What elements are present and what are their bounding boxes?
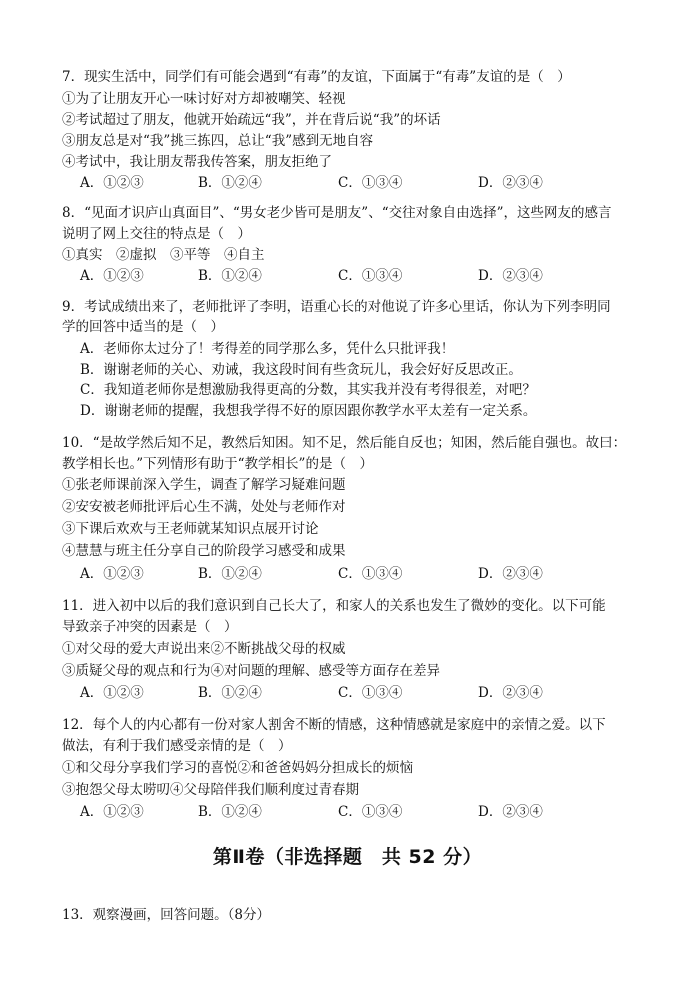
q10-option-b[interactable]: B．①②④ [198, 566, 262, 582]
q9-choice-b[interactable]: B．谢谢老师的关心、劝诫，我这段时间有些贪玩儿，我会好好反思改正。 [80, 362, 522, 378]
q8-stem-line-2: 说明了网上交往的特点是（ ） [62, 226, 251, 242]
q9-choice-a[interactable]: A．老师你太过分了！考得差的同学那么多，凭什么只批评我！ [80, 341, 455, 357]
q7-option-c[interactable]: C．①③④ [338, 175, 403, 191]
q7-item-4: ④考试中，我让朋友帮我传答案，朋友拒绝了 [62, 154, 332, 170]
q12-option-d[interactable]: D．②③④ [478, 804, 543, 820]
q9-stem-line-2: 学的回答中适当的是（ ） [62, 319, 224, 335]
section-2-title: 第Ⅱ卷（非选择题 共 52 分） [212, 846, 483, 868]
q9-choice-d[interactable]: D．谢谢老师的提醒，我想我学得不好的原因跟你教学水平太差有一定关系。 [80, 403, 537, 419]
q10-option-c[interactable]: C．①③④ [338, 566, 403, 582]
q10-item-4: ④慧慧与班主任分享自己的阶段学习感受和成果 [62, 543, 346, 559]
q10-option-d[interactable]: D．②③④ [478, 566, 543, 582]
q7-option-b[interactable]: B．①②④ [198, 175, 262, 191]
q12-stem-line-1: 12．每个人的内心都有一份对家人割舍不断的情感，这种情感就是家庭中的亲情之爱。以下 [62, 717, 606, 733]
q9-stem-line-1: 9．考试成绩出来了，老师批评了李明，语重心长的对他说了许多心里话，你认为下列李明同 [62, 299, 611, 315]
q7-option-a[interactable]: A．①②③ [80, 175, 144, 191]
q8-option-b[interactable]: B．①②④ [198, 268, 262, 284]
q7-item-3: ③朋友总是对“我”挑三拣四，总让“我”感到无地自容 [62, 133, 374, 149]
q11-stem-line-2: 导致亲子冲突的因素是（ ） [62, 619, 238, 635]
q10-option-a[interactable]: A．①②③ [80, 566, 144, 582]
q12-option-c[interactable]: C．①③④ [338, 804, 403, 820]
q7-stem: 7．现实生活中，同学们有可能会遇到“有毒”的友谊，下面属于“有毒”友谊的是（ ） [62, 69, 571, 85]
q10-stem-line-1: 10．“是故学然后知不足，教然后知困。知不足，然后能自反也；知困，然后能自强也。故曰： [62, 435, 627, 451]
q13-stem: 13．观察漫画，回答问题。（8分） [62, 907, 271, 923]
q11-item-2: ③质疑父母的观点和行为④对问题的理解、感受等方面存在差异 [62, 663, 440, 679]
q10-item-1: ①张老师课前深入学生，调查了解学习疑难问题 [62, 477, 346, 493]
q11-option-a[interactable]: A．①②③ [80, 685, 144, 701]
q8-option-a[interactable]: A．①②③ [80, 268, 144, 284]
q12-item-2: ③抱怨父母太唠叨④父母陪伴我们顺利度过青春期 [62, 782, 359, 798]
q7-item-1: ①为了让朋友开心一味讨好对方却被嘲笑、轻视 [62, 91, 346, 107]
q11-option-d[interactable]: D．②③④ [478, 685, 543, 701]
q10-stem-line-2: 教学相长也。”下列情形有助于“教学相长”的是（ ） [62, 456, 373, 472]
q8-item-1: ①真实 ②虚拟 ③平等 ④自主 [62, 247, 265, 263]
q8-option-c[interactable]: C．①③④ [338, 268, 403, 284]
q12-item-1: ①和父母分享我们学习的喜悦②和爸爸妈妈分担成长的烦恼 [62, 760, 413, 776]
q11-option-b[interactable]: B．①②④ [198, 685, 262, 701]
q10-item-3: ③下课后欢欢与王老师就某知识点展开讨论 [62, 521, 319, 537]
q10-item-2: ②安安被老师批评后心生不满，处处与老师作对 [62, 499, 346, 515]
q7-item-2: ②考试超过了朋友，他就开始疏远“我”，并在背后说“我”的坏话 [62, 112, 441, 128]
q11-item-1: ①对父母的爱大声说出来②不断挑战父母的权威 [62, 641, 346, 657]
q12-stem-line-2: 做法，有利于我们感受亲情的是（ ） [62, 738, 292, 754]
q12-option-a[interactable]: A．①②③ [80, 804, 144, 820]
q8-option-d[interactable]: D．②③④ [478, 268, 543, 284]
q11-stem-line-1: 11．进入初中以后的我们意识到自己长大了，和家人的关系也发生了微妙的变化。以下可能 [62, 598, 606, 614]
q12-option-b[interactable]: B．①②④ [198, 804, 262, 820]
q9-choice-c[interactable]: C．我知道老师你是想激励我得更高的分数，其实我并没有考得很差，对吧？ [80, 382, 536, 398]
q11-option-c[interactable]: C．①③④ [338, 685, 403, 701]
q7-option-d[interactable]: D．②③④ [478, 175, 543, 191]
q8-stem-line-1: 8．“见面才识庐山真面目”、“男女老少皆可是朋友”、“交往对象自由选择”，这些网友的感言 [62, 205, 612, 221]
